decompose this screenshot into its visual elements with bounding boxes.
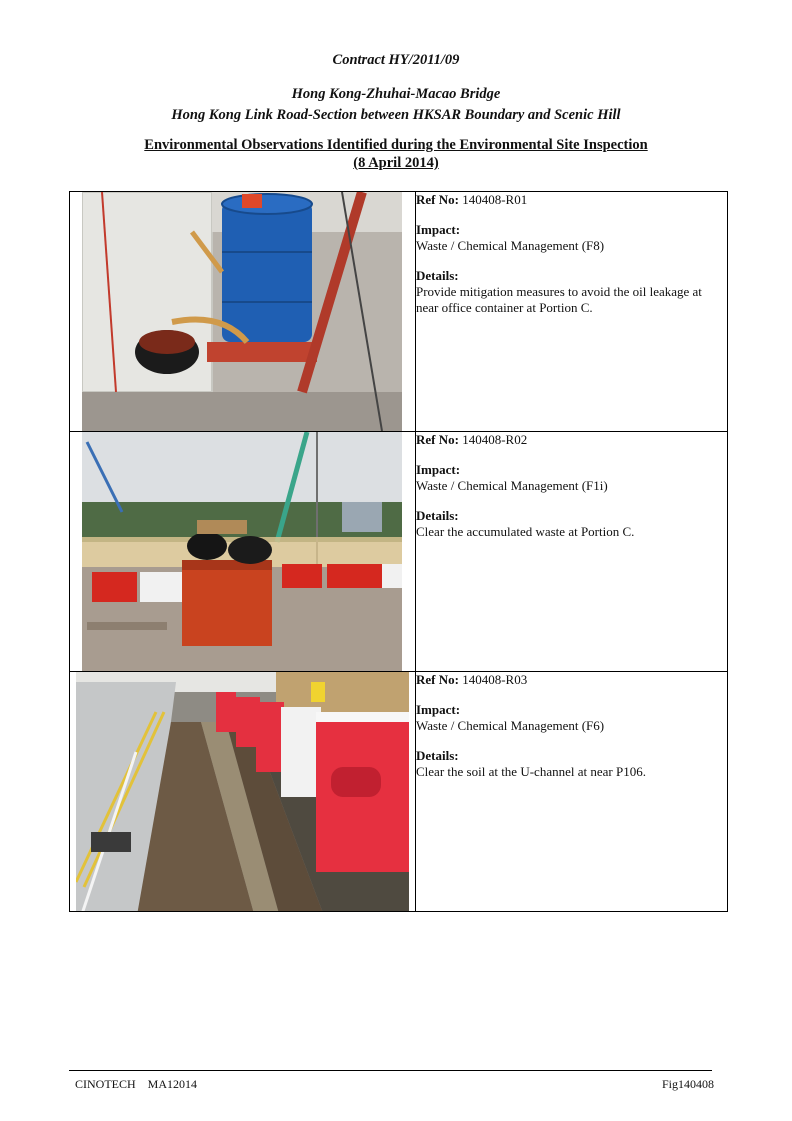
observation-details-cell — [416, 192, 728, 432]
observation-row — [70, 432, 728, 672]
footer-divider — [69, 1070, 712, 1071]
footer-figure-number: Fig140408 — [661, 1077, 714, 1091]
footer-company-code: CINOTECH MA12014 — [75, 1077, 197, 1091]
impact-label: Impact: — [416, 702, 461, 717]
project-title — [0, 84, 792, 126]
impact-field — [416, 702, 727, 734]
oil-drum-photo-image — [82, 192, 402, 431]
ref-field — [416, 432, 727, 448]
observation-row — [70, 672, 728, 912]
report-title-line-2: (8 April 2014) — [353, 155, 439, 171]
photo-waste-bin — [70, 432, 415, 671]
observation-row — [70, 192, 728, 432]
observation-photo-cell — [70, 432, 416, 672]
details-field — [416, 748, 727, 780]
impact-label: Impact: — [416, 462, 461, 477]
impact-value: Waste / Chemical Management (F8) — [416, 238, 605, 253]
waste-bin-photo-image — [82, 432, 402, 671]
impact-field — [416, 222, 727, 254]
observation-photo-cell — [70, 672, 416, 912]
impact-label: Impact: — [416, 222, 461, 237]
project-line-1: Hong Kong-Zhuhai-Macao Bridge — [291, 86, 501, 102]
observation-details-cell — [416, 672, 728, 912]
details-label: Details: — [416, 268, 459, 283]
observations-table — [69, 191, 728, 912]
details-value: Provide mitigation measures to avoid the oil leakage at near office container at Portion C. — [416, 284, 702, 315]
impact-value: Waste / Chemical Management (F1i) — [416, 478, 608, 493]
details-label: Details: — [416, 508, 459, 523]
ref-field — [416, 672, 727, 688]
impact-field — [416, 462, 727, 494]
report-title-line-1: Environmental Observations Identified during the Environmental Site Inspection — [144, 137, 648, 153]
project-line-2: Hong Kong Link Road-Section between HKSAR Boundary and Scenic Hill — [171, 107, 621, 123]
ref-value: 140408-R01 — [462, 192, 528, 207]
photo-u-channel — [70, 672, 415, 911]
u-channel-photo-image — [76, 672, 409, 911]
observation-photo-cell — [70, 192, 416, 432]
ref-label: Ref No: — [416, 192, 459, 207]
ref-field — [416, 192, 727, 208]
photo-oil-drum — [70, 192, 415, 431]
observation-details-cell — [416, 432, 728, 672]
ref-value: 140408-R03 — [462, 672, 528, 687]
ref-label: Ref No: — [416, 432, 459, 447]
impact-value: Waste / Chemical Management (F6) — [416, 718, 605, 733]
contract-number: Contract HY/2011/09 — [332, 52, 460, 68]
details-label: Details: — [416, 748, 459, 763]
details-field — [416, 268, 727, 316]
details-value: Clear the soil at the U-channel at near P106. — [416, 764, 646, 779]
details-field — [416, 508, 727, 540]
details-value: Clear the accumulated waste at Portion C. — [416, 524, 635, 539]
report-title — [0, 136, 792, 172]
ref-label: Ref No: — [416, 672, 459, 687]
ref-value: 140408-R02 — [462, 432, 528, 447]
